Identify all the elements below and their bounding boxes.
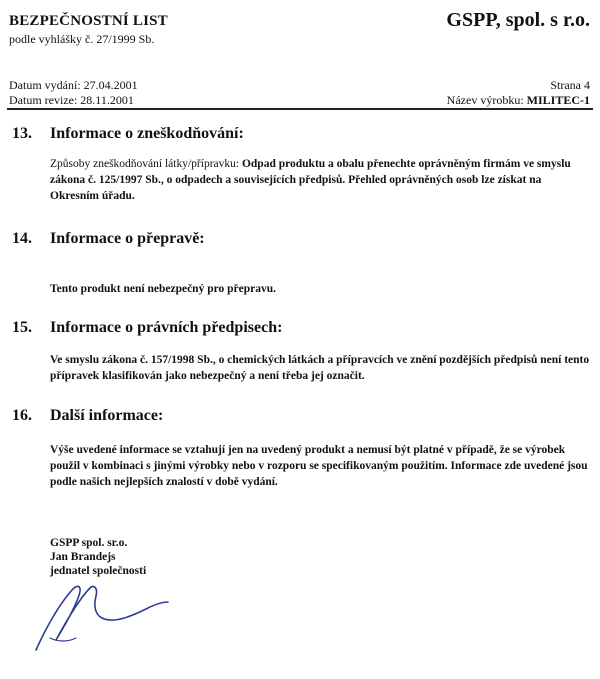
section-15-title: Informace o právních předpisech:: [50, 319, 283, 336]
section-14-text: Tento produkt není nebezpečný pro přepravu.: [50, 283, 276, 295]
section-13-text: [50, 156, 590, 204]
document-subtitle: podle vyhlášky č. 27/1999 Sb.: [9, 32, 155, 46]
section-14-number: 14.: [12, 230, 32, 247]
section-15-text: Ve smyslu zákona č. 157/1998 Sb., o chemických látkách a přípravcích ve znění pozdějších předpisů není tento přípravek klasifikován jako nebezpečný a není třeba jej označit.: [50, 354, 590, 382]
document-title: BEZPEČNOSTNÍ LIST: [9, 13, 168, 29]
product-name: MILITEC-1: [526, 93, 590, 107]
handwritten-signature: [28, 568, 188, 668]
section-16-title: Další informace:: [50, 407, 164, 424]
section-13-lead: Způsoby zneškodňování látky/přípravku:: [50, 158, 242, 170]
company-name: GSPP, spol. s r.o.: [446, 9, 590, 31]
revision-date: Datum revize: 28.11.2001: [9, 93, 134, 107]
section-15-number: 15.: [12, 319, 32, 336]
section-13-title: Informace o zneškodňování:: [50, 125, 244, 142]
section-14-title: Informace o přepravě:: [50, 230, 205, 247]
section-13-body: Odpad produktu a obalu přenechte oprávněným firmám ve smyslu zákona č. 125/1997 Sb., o odpadech a souvisejících předpisů. Přehled oprávněných osob lze získat na Okresním úřadu.: [50, 158, 571, 202]
product-label: Název výrobku:: [446, 93, 527, 107]
header-divider: [7, 108, 593, 110]
issue-date: Datum vydání: 27.04.2001: [9, 78, 138, 92]
page-number: Strana 4: [550, 78, 590, 92]
section-13-number: 13.: [12, 125, 32, 142]
product-name-line: [447, 93, 590, 108]
section-16-text: Výše uvedené informace se vztahují jen na uvedený produkt a nemusí být platné v případě, že se výrobek použil v kombinaci s jinými výrobky nebo v rozporu se specifikovaným použitím. Informace zde uvedené jsou podle našich nejlepších znalostí v době vydání.: [50, 444, 588, 488]
signature-role: jednatel společnosti: [50, 565, 147, 577]
signature-name: Jan Brandejs: [50, 551, 116, 563]
signature-company: GSPP spol. sr.o.: [50, 537, 128, 549]
section-16-number: 16.: [12, 407, 32, 424]
